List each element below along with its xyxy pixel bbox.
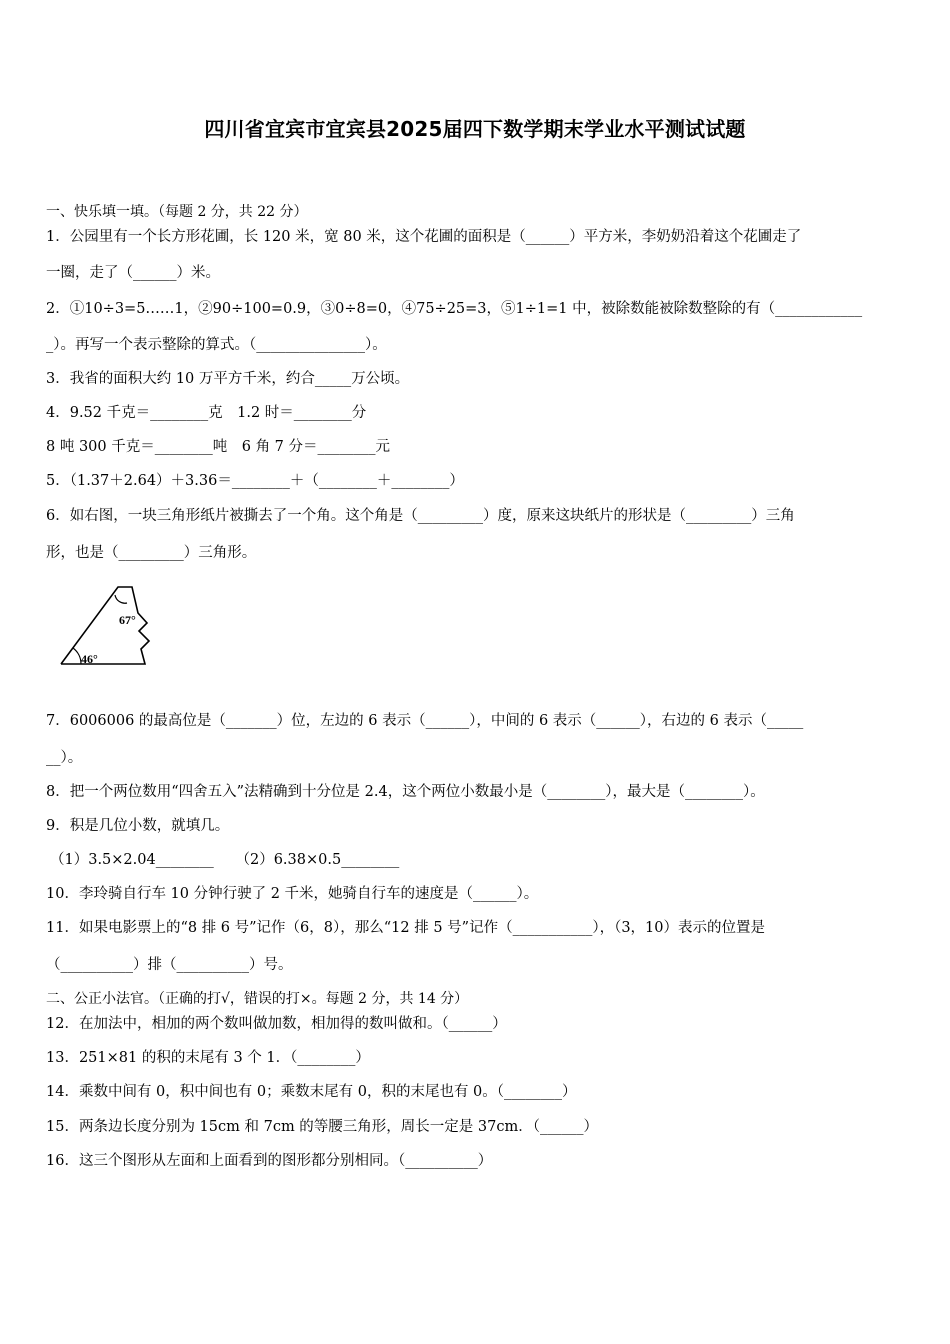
question-line: 7．6006006 的最高位是（_______）位，左边的 6 表示（______），中间的 6 表示（______），右边的 6 表示（_____ — [46, 713, 804, 729]
question-line: 14．乘数中间有 0，积中间也有 0；乘数末尾有 0，积的末尾也有 0。（________） — [46, 1084, 577, 1100]
section-heading-fill-in: 一、快乐填一填。（每题 2 分，共 22 分） — [46, 204, 308, 220]
question-line: 8 吨 300 千克＝________吨 6 角 7 分＝________元 — [46, 439, 391, 455]
angle-label-46: 46° — [81, 652, 98, 666]
question-line: 16．这三个图形从左面和上面看到的图形都分别相同。（__________） — [46, 1153, 493, 1169]
question-line: 11．如果电影票上的“8 排 6 号”记作（6，8），那么“12 排 5 号”记作（___________），（3，10）表示的位置是 — [46, 920, 766, 936]
question-line: 3．我省的面积大约 10 万平方千米，约合_____万公顷。 — [46, 371, 410, 387]
section-heading-true-false: 二、公正小法官。（正确的打√，错误的打×。每题 2 分，共 14 分） — [46, 991, 469, 1007]
question-line: __）。 — [46, 750, 83, 766]
question-line: 形，也是（_________）三角形。 — [46, 545, 257, 561]
question-line: 8．把一个两位数用“四舍五入”法精确到十分位是 2.4，这个两位小数最小是（________），最大是（________）。 — [46, 784, 765, 800]
question-line: 1．公园里有一个长方形花圃，长 120 米，宽 80 米，这个花圃的面积是（______）平方米，李奶奶沿着这个花圃走了 — [46, 229, 802, 245]
question-line: 13．251×81 的积的末尾有 3 个 1．（________） — [46, 1050, 370, 1066]
angle-label-67: 67° — [119, 613, 136, 627]
question-line: _）。再写一个表示整除的算式。（_______________）。 — [46, 337, 387, 353]
question-line: 4．9.52 千克＝________克 1.2 时＝________分 — [46, 405, 367, 421]
question-line: （1）3.5×2.04________ （2）6.38×0.5________ — [50, 852, 400, 868]
question-line: 15．两条边长度分别为 15cm 和 7cm 的等腰三角形，周长一定是 37cm．（______） — [46, 1119, 598, 1135]
question-line: 2．①10÷3=5……1，②90÷100=0.9，③0÷8=0，④75÷25=3，⑤1÷1=1 中，被除数能被除数整除的有（____________ — [46, 301, 863, 317]
question-line: 12．在加法中，相加的两个数叫做加数，相加得的数叫做和。（______） — [46, 1016, 507, 1032]
torn-triangle-figure — [55, 581, 160, 671]
question-line: 10．李玲骑自行车 10 分钟行驶了 2 千米，她骑自行车的速度是（______）。 — [46, 886, 539, 902]
question-line: 6．如右图，一块三角形纸片被撕去了一个角。这个角是（_________）度，原来这块纸片的形状是（_________）三角 — [46, 508, 795, 524]
question-line: 5．（1.37＋2.64）＋3.36＝________＋（________＋________） — [46, 473, 464, 489]
torn-triangle-drawing — [55, 581, 160, 671]
page-title: 四川省宜宾市宜宾县2025届四下数学期末学业水平测试试题 — [204, 117, 746, 141]
question-line: 9．积是几位小数，就填几。 — [46, 818, 230, 834]
question-line: （__________）排（__________）号。 — [46, 957, 293, 973]
question-line: 一圈，走了（______）米。 — [46, 265, 220, 281]
